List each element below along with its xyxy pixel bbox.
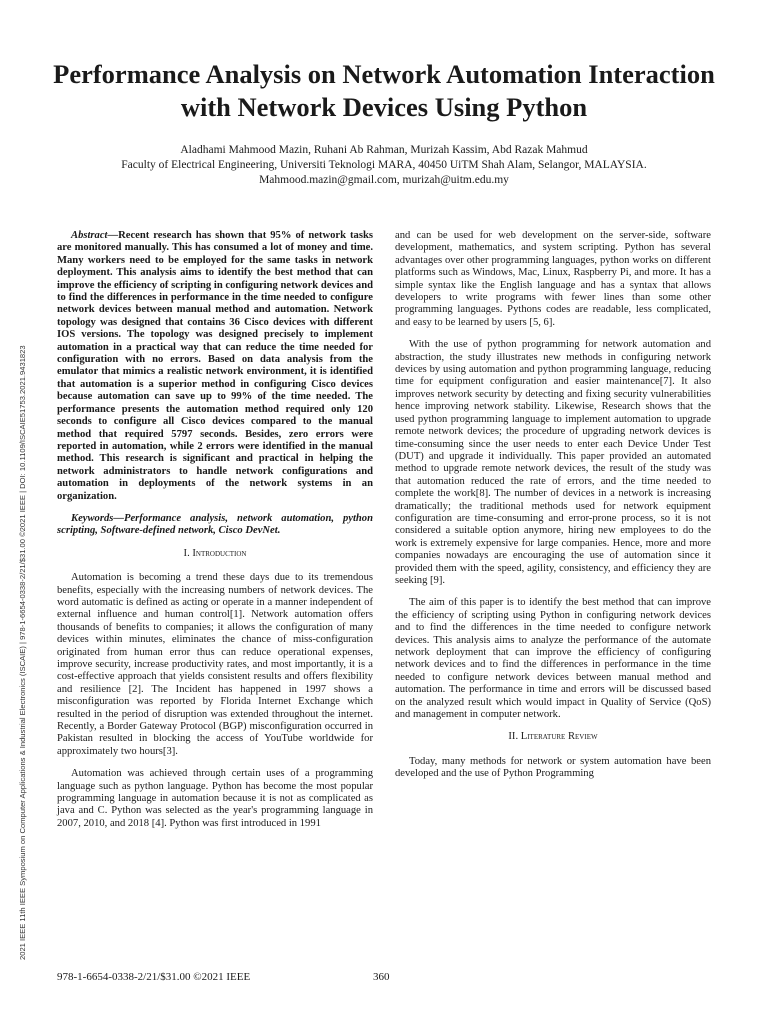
side-citation <box>18 240 32 960</box>
paragraph: The aim of this paper is to identify the best method that can improve the efficiency of scripting using Python in configuring network devices and to find the differences in the time needed to configure network devices. This analysis aims to analyze the performance of the automate network deployment that can improve the efficiency of configuring network devices and to find the differences in performance in the time needed to configure network devices between manual method and automation. The performance in time and errors will be discussed based on the analyzed result which would impact in Quality of Service (QoS) and management in computer network. <box>395 597 711 721</box>
paper-title: Performance Analysis on Network Automation Interaction with Network Devices Using Python <box>53 59 715 122</box>
left-column <box>57 230 373 840</box>
abstract-body: Recent research has shown that 95% of network tasks are monitored manually. This has consumed a lot of money and time. Many workers need to be employed for the same tasks in network deployment. This analysis aims to identify the best method that can improve the efficiency of scripting in configuring network devices and to find the differences in performance in the time needed to configure network devices between manual method and automation. Network topology was designed that contains 36 Cisco devices with different IOS versions. The topology was designed precisely to implement automation in a practical way that can reduce the time needed for configuration with no errors. Based on data analysis from the emulator that mimics a realistic network environment, it is identified that automation is a superior method in configuring Cisco devices because automation can save up to 99% of the time needed. The performance presents the automation method required only 120 seconds to configure all Cisco devices compared to the manual method that required 5797 seconds. Besides, zero errors were reported in automation, while 2 errors were identified in the manual method. This research is significant and practical in helping the network administrators to handle network configurations and automation in deployments of the network systems in an organization. <box>57 230 373 502</box>
paragraph: With the use of python programming for network automation and abstraction, the study illustrates new methods in configuring network devices by using automation and python programming language, reducing time for equipment configuration and easier maintenance[7]. It also improves network security by detecting and fixing security vulnerabilities hence improving network stability. Likewise, Research shows that the used python programming language to implement automation to upgrade remote network devices; the procedure of upgrading network devices is time-consuming since the user needs to enter each Device Under Test (DUT) and upgrade it individually. This paper provided an automated method to upgrade remote network devices, the result of the study was that automation reduced the rate of errors, and the time needed to complete the work[8]. The number of devices in a network is increasing dramatically; the traditional methods used for network equipment configuration are time-consuming and error-prone process, so it is not considered a suitable option anymore, hiring new employees to do the work is extremely expensive for large companies. Hence, more and more companies nowadays are encouraging the use of automation since it provided them with the speed, agility, consistency, and efficiency they are seeking [9]. <box>395 339 711 586</box>
paragraph: Automation is becoming a trend these days due to its tremendous benefits, especially with the increasing numbers of network devices. The word automatic is defined as acting or operate in a manner independent of external influence and human control[1]. Network automation offers thousands of benefits to companies; it allows the configuration of many devices within minutes, eliminates the chance of miss-configuration originated from human error thus can reduce operational expenses, improve security, increase productivity rates, and most importantly, it is a cost-effective approach that yields consistent results and offers flexibility and resilience [2]. The Incident has happened in 1997 shows a misconfiguration was reported by Florida Internet Exchange which resulted in the period of disruption was extended throughout the internet. Recently, a Border Gateway Protocol (BGP) misconfiguration occurred in Pakistan resulted in blocking the access of YouTube worldwide for approximately two hours[3]. <box>57 572 373 757</box>
author-block <box>40 143 728 188</box>
paragraph: Today, many methods for network or system automation have been developed and the use of Python Programming <box>395 755 711 780</box>
section-heading-introduction: I. Introduction <box>183 547 247 559</box>
footer-copyright: 978-1-6654-0338-2/21/$31.00 ©2021 IEEE <box>57 971 251 983</box>
section-heading-literature-review: II. Literature Review <box>508 731 598 743</box>
right-column <box>395 230 711 791</box>
paragraph: Automation was achieved through certain uses of a programming language such as python language. Python has become the most popular programming language in automation because it is not as complicated as java and C. Python was selected as the year's programming language in 2007, 2010, and 2018 [4]. Python was first introduced in 1991 <box>57 768 373 829</box>
page-number: 360 <box>373 971 390 983</box>
paragraph-continued: and can be used for web development on the server-side, software development, mathematics, and system scripting. Python has several advantages over other programming languages, python works on different platforms such as Windows, Mac, Linux, Raspberry Pi, and more. It has a simple syntax like the English language and has a syntax that allows developers to write programs with fewer lines than some other programming languages. Pythons codes are readable, less complicated, and easy to be learned by users [5, 6]. <box>395 230 711 328</box>
author-emails: Mahmood.mazin@gmail.com, murizah@uitm.edu.my <box>259 174 509 186</box>
author-names: Aladhami Mahmood Mazin, Ruhani Ab Rahman, Murizah Kassim, Abd Razak Mahmud <box>180 144 588 156</box>
author-affiliation: Faculty of Electrical Engineering, Universiti Teknologi MARA, 40450 UiTM Shah Alam, Selangor, MALAYSIA. <box>121 159 647 171</box>
abstract-lead: Abstract <box>71 230 108 241</box>
abstract: Abstract—Recent research has shown that 95% of network tasks are monitored manually. This has consumed a lot of money and time. Many workers need to be employed for the same tasks in network deployment. This analysis aims to identify the best method that can improve the efficiency of scripting in configuring network devices and to find the differences in performance in the time needed to configure network devices between manual method and automation. Network topology was designed that contains 36 Cisco devices with different IOS versions. The topology was designed precisely to implement automation in a practical way that can reduce the time needed for configuration with no errors. Based on data analysis from the emulator that mimics a realistic network environment, it is identified that automation is a superior method in configuring Cisco devices because automation can save up to 99% of the time needed. The performance presents the automation method required only 120 seconds to configure all Cisco devices compared to the manual method that required 5797 seconds. Besides, zero errors were reported in automation, while 2 errors were identified in the manual method. This research is significant and practical in helping the network administrators to handle network configurations and automation in deployments of the network systems in an organization. <box>57 230 373 502</box>
keywords: Keywords—Performance analysis, network automation, python scripting, Software-defined network, Cisco DevNet. <box>57 512 373 537</box>
side-citation-text: 2021 IEEE 11th IEEE Symposium on Computer Applications & Industrial Electronics (ISCAIE) | 978-1-6654-0338-2/21/$31.00 ©2021 IEEE | DOI: 10.1109/ISCAIE51753.2021.9431823 <box>18 345 27 960</box>
